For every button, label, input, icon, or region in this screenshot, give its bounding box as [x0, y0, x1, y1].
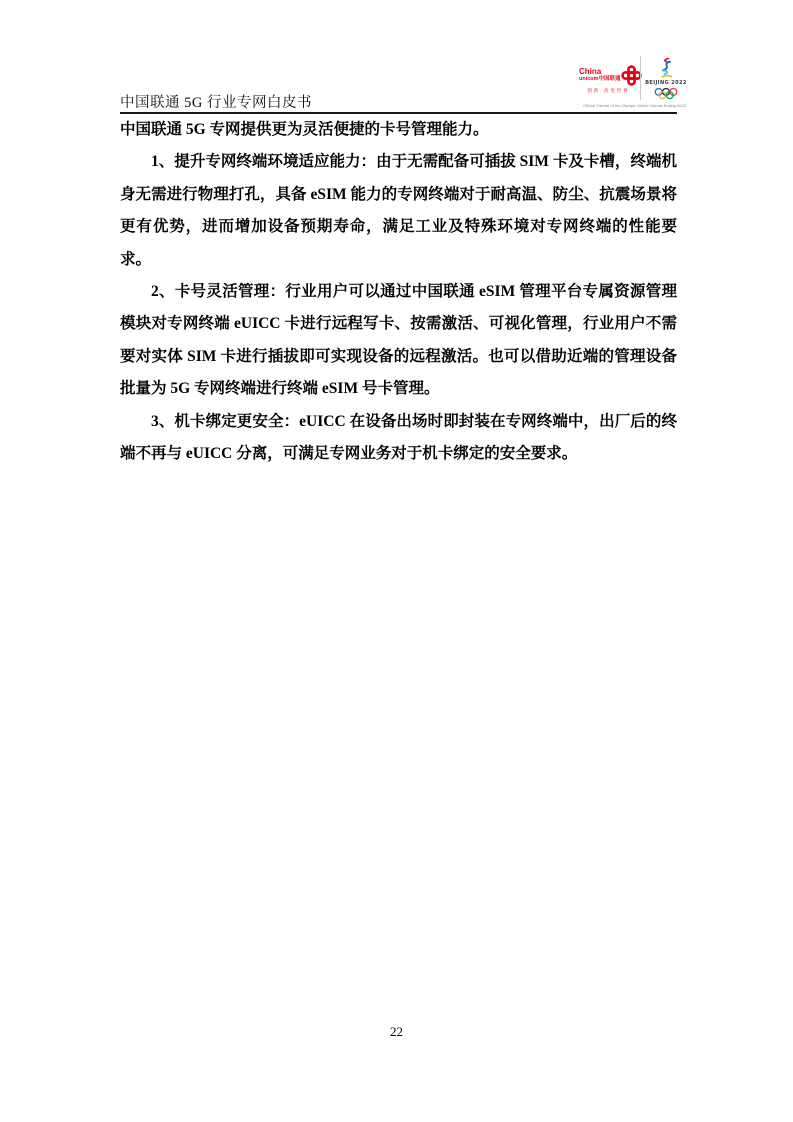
olympic-rings-icon	[653, 87, 679, 100]
header-title: 中国联通 5G 行业专网白皮书	[120, 95, 312, 111]
unicom-knot-icon	[621, 65, 642, 86]
beijing2022-wordmark: BEIJING 2022	[645, 80, 687, 86]
olympic-partner-caption: Official Partner of the Olympic Winter Games Beijing 2022	[583, 103, 686, 108]
page-number: 22	[390, 1024, 403, 1039]
unicom-slogan: 创新·改变世界	[587, 87, 630, 93]
paragraph-item-2: 2、卡号灵活管理：行业用户可以通过中国联通 eSIM 管理平台专属资源管理模块对专网终端 eUICC 卡进行远程写卡、按需激活、可视化管理，行业用户不需要对实体 SIM 卡进行插拔即可实现设备的远程激活。也可以借助近端的管理设备批量为 5G 专网终端进行终端 eSIM 号卡管理。	[120, 283, 677, 398]
unicom-brand-en: China	[579, 66, 602, 76]
paragraph-intro: 中国联通 5G 专网提供更为灵活便捷的卡号管理能力。	[120, 121, 489, 138]
logo-block	[577, 56, 692, 111]
unicom-brand-text	[579, 68, 621, 83]
china-unicom-logo	[577, 56, 640, 100]
paragraph-item-3: 3、机卡绑定更安全：eUICC 在设备出场时即封装在专网终端中，出厂后的终端不再与 eUICC 分离，可满足专网业务对于机卡绑定的安全要求。	[120, 412, 677, 463]
body-text	[120, 114, 677, 470]
unicom-brand-row	[579, 65, 638, 86]
unicom-brand-zh: unicom中国联通	[579, 75, 621, 82]
beijing2022-logo	[641, 56, 691, 100]
beijing2022-emblem-icon	[656, 57, 676, 79]
paragraph-item-1: 1、提升专网终端环境适应能力：由于无需配备可插拔 SIM 卡及卡槽，终端机身无需进行物理打孔，具备 eSIM 能力的专网终端对于耐高温、防尘、抗震场景将更有优势，进而增加设备预期寿命，满足工业及特殊环境对专网终端的性能要求。	[120, 153, 677, 268]
